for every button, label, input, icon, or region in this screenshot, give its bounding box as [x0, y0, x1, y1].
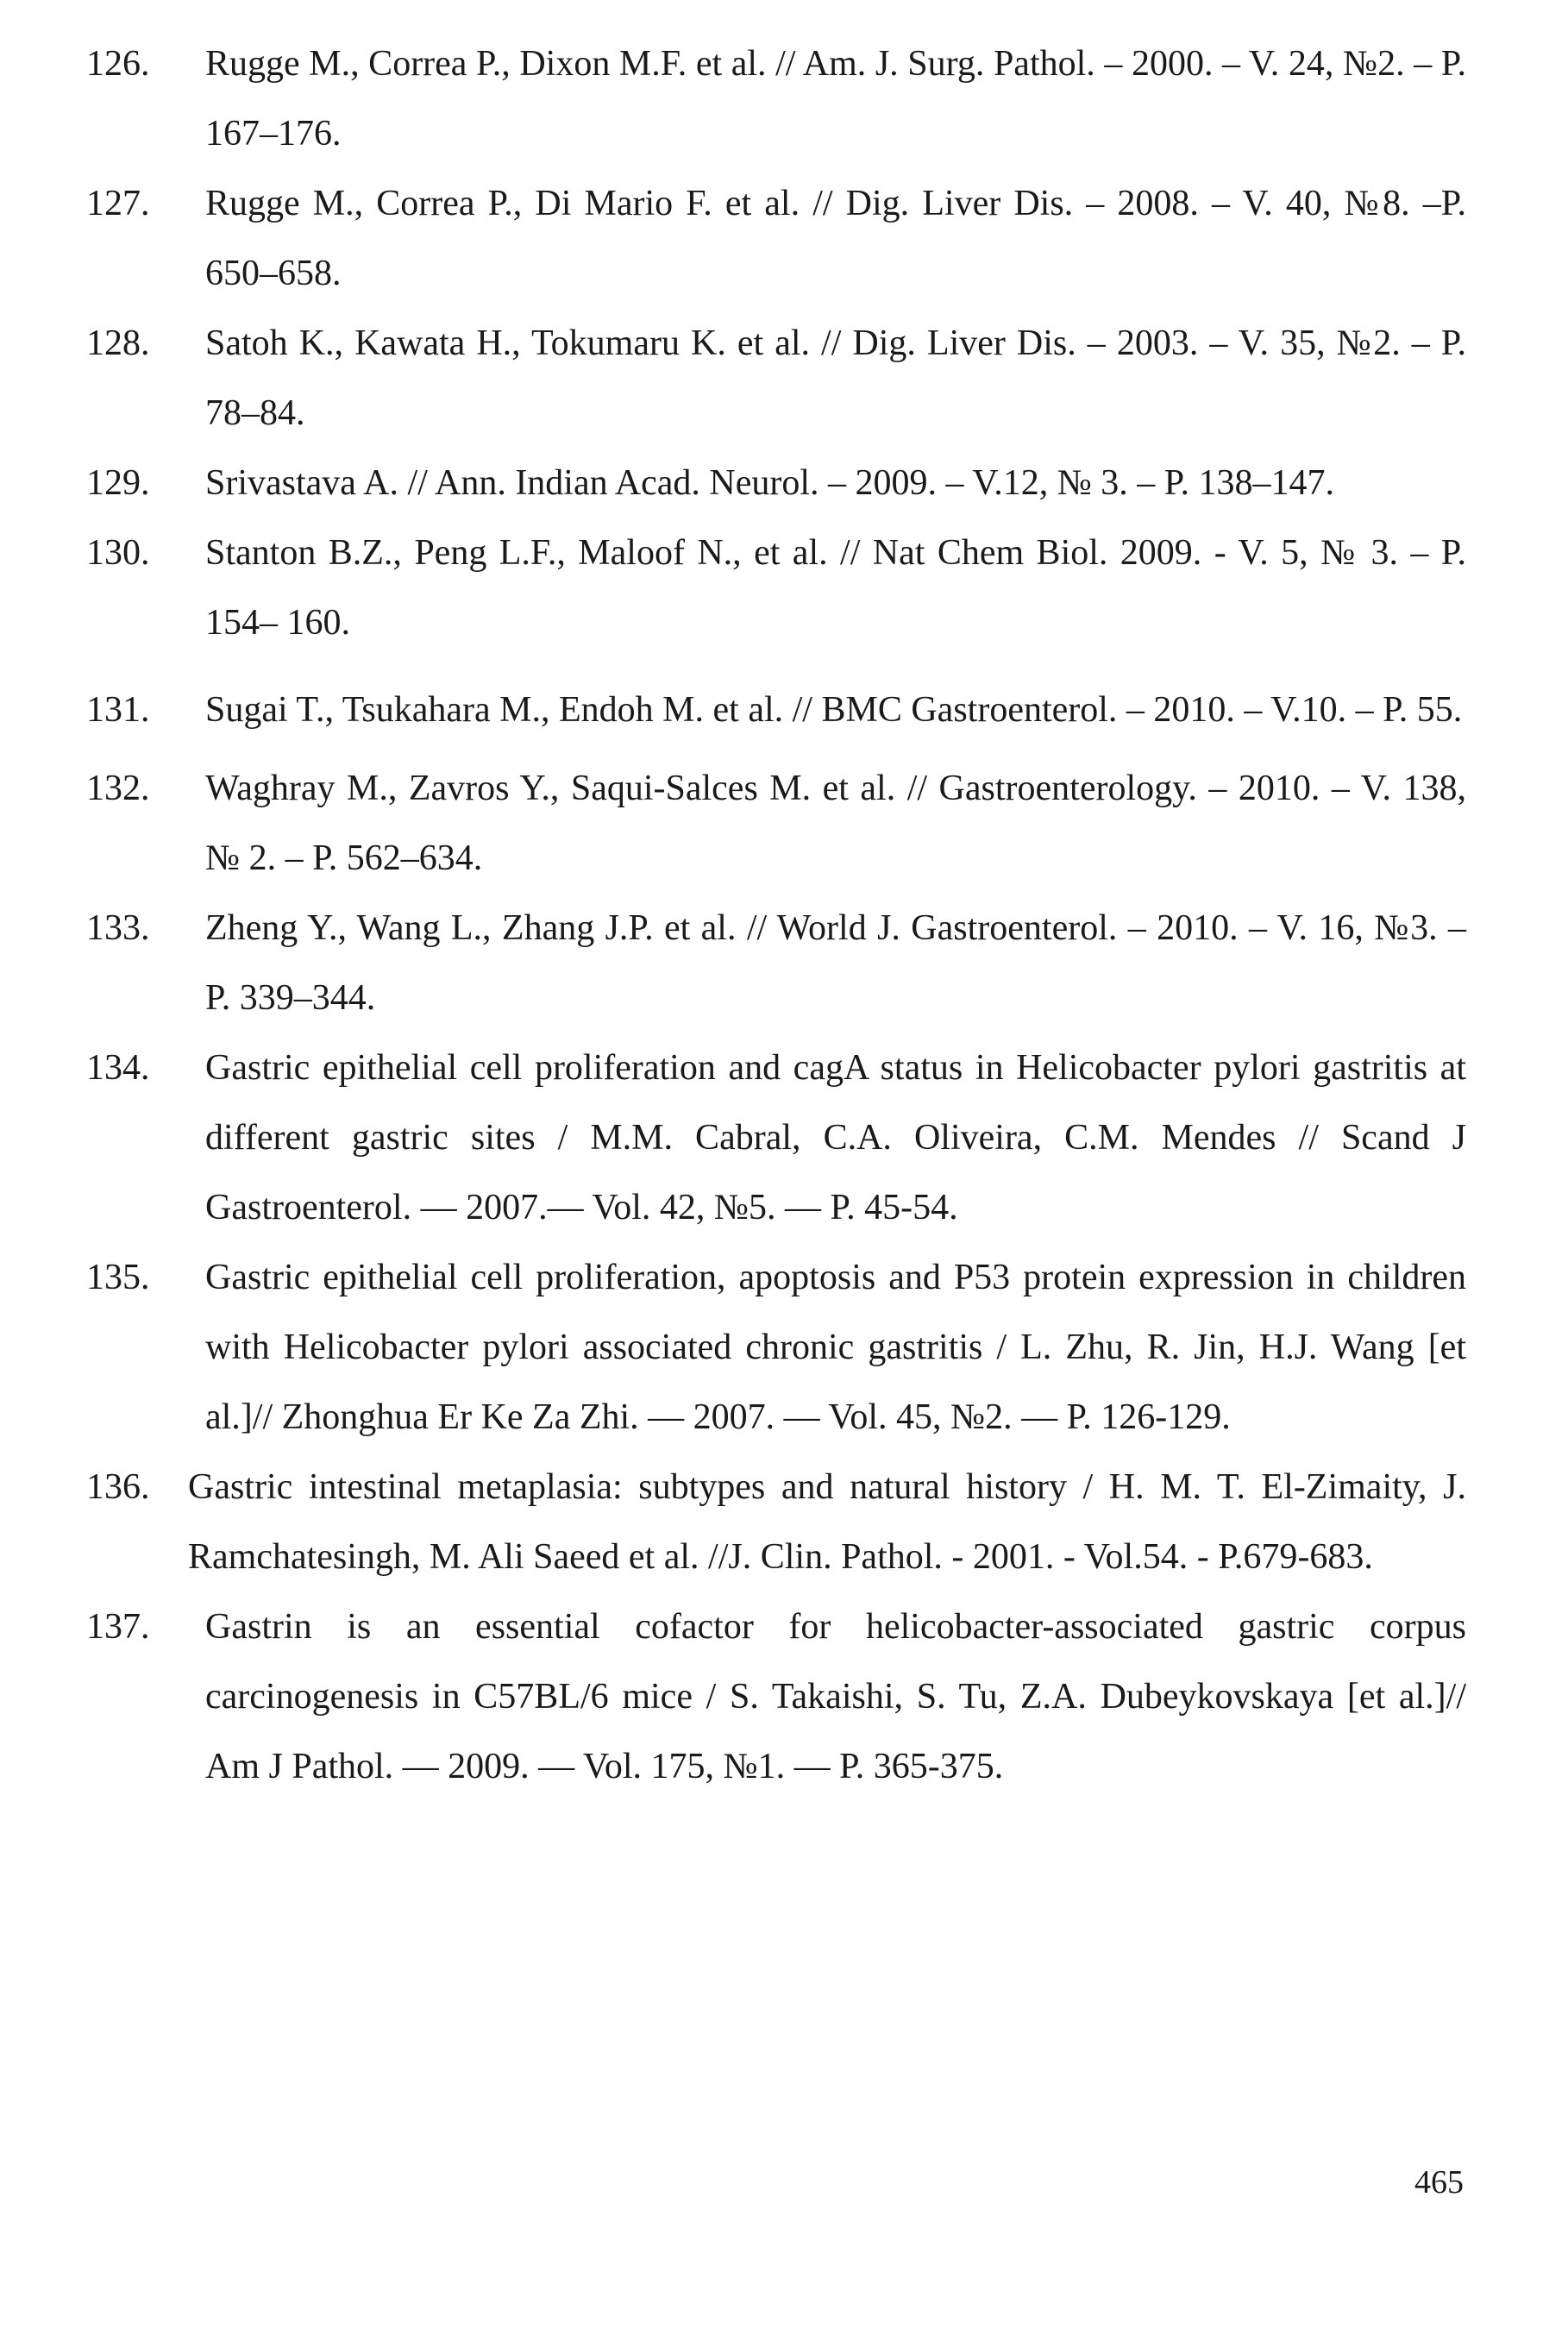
reference-number: 128.	[86, 323, 150, 363]
reference-text: Srivastava A. // Ann. Indian Acad. Neurol. – 2009. – V.12, № 3. – P. 138–147.	[205, 463, 1334, 503]
reference-number: 129.	[86, 463, 150, 503]
reference-127	[86, 169, 1466, 309]
reference-text: Gastric epithelial cell proliferation and cagA status in Helicobacter pylori gastritis at different gastric sites / M.M. Cabral, C.A. Oliveira, C.M. Mendes // Scand J Gastroenterol. — 2007.— Vol. 42, №5. — P. 45-54.	[205, 1048, 1466, 1227]
reference-text: Rugge M., Correa P., Di Mario F. et al. // Dig. Liver Dis. – 2008. – V. 40, №8. –P. 650–658.	[205, 184, 1466, 293]
reference-number: 133.	[86, 908, 150, 948]
reference-134	[86, 1033, 1466, 1243]
reference-text: Waghray M., Zavros Y., Saqui-Salces M. et al. // Gastroenterology. – 2010. – V. 138, № 2. – P. 562–634.	[205, 769, 1466, 878]
reference-number: 126.	[86, 44, 150, 84]
reference-129	[86, 449, 1466, 518]
reference-number: 136.	[86, 1467, 150, 1507]
page-number: 465	[1414, 2164, 1464, 2200]
reference-number: 135.	[86, 1258, 150, 1297]
reference-text: Gastrin is an essential cofactor for helicobacter-associated gastric corpus carcinogenesis in C57BL/6 mice / S. Takaishi, S. Tu, Z.A. Dubeykovskaya [et al.]// Am J Pathol. — 2009. — Vol. 175, №1. — P. 365-375.	[205, 1607, 1466, 1786]
reference-131	[86, 675, 1466, 745]
reference-128	[86, 309, 1466, 449]
reference-text: Satoh K., Kawata H., Tokumaru K. et al. // Dig. Liver Dis. – 2003. – V. 35, №2. – P. 78–84.	[205, 323, 1466, 433]
reference-137	[86, 1592, 1466, 1802]
reference-133	[86, 894, 1466, 1033]
reference-number: 134.	[86, 1048, 150, 1088]
reference-number: 131.	[86, 690, 150, 730]
reference-number: 132.	[86, 769, 150, 808]
reference-132	[86, 754, 1466, 894]
reference-130	[86, 518, 1466, 658]
reference-number: 137.	[86, 1607, 150, 1647]
reference-126	[86, 29, 1466, 169]
reference-text: Rugge M., Correa P., Dixon M.F. et al. // Am. J. Surg. Pathol. – 2000. – V. 24, №2. – P. 167–176.	[205, 44, 1466, 154]
reference-text: Stanton B.Z., Peng L.F., Maloof N., et al. // Nat Chem Biol. 2009. - V. 5, № 3. – P. 154– 160.	[205, 533, 1466, 643]
reference-135	[86, 1243, 1466, 1453]
reference-136	[86, 1453, 1466, 1592]
reference-list	[86, 29, 1466, 1802]
reference-text: Zheng Y., Wang L., Zhang J.P. et al. // World J. Gastroenterol. – 2010. – V. 16, №3. – P. 339–344.	[205, 908, 1466, 1018]
reference-text: Gastric intestinal metaplasia: subtypes and natural history / H. M. T. El-Zimaity, J. Ramchatesingh, M. Ali Saeed et al. //J. Clin. Pathol. - 2001. - Vol.54. - P.679-683.	[188, 1467, 1466, 1577]
reference-number: 130.	[86, 533, 150, 573]
reference-text: Sugai T., Tsukahara M., Endoh M. et al. // BMC Gastroenterol. – 2010. – V.10. – P. 55.	[205, 690, 1463, 730]
reference-text: Gastric epithelial cell proliferation, apoptosis and P53 protein expression in children with Helicobacter pylori associated chronic gastritis / L. Zhu, R. Jin, H.J. Wang [et al.]// Zhonghua Er Ke Za Zhi. — 2007. — Vol. 45, №2. — P. 126-129.	[205, 1258, 1466, 1437]
reference-number: 127.	[86, 184, 150, 223]
